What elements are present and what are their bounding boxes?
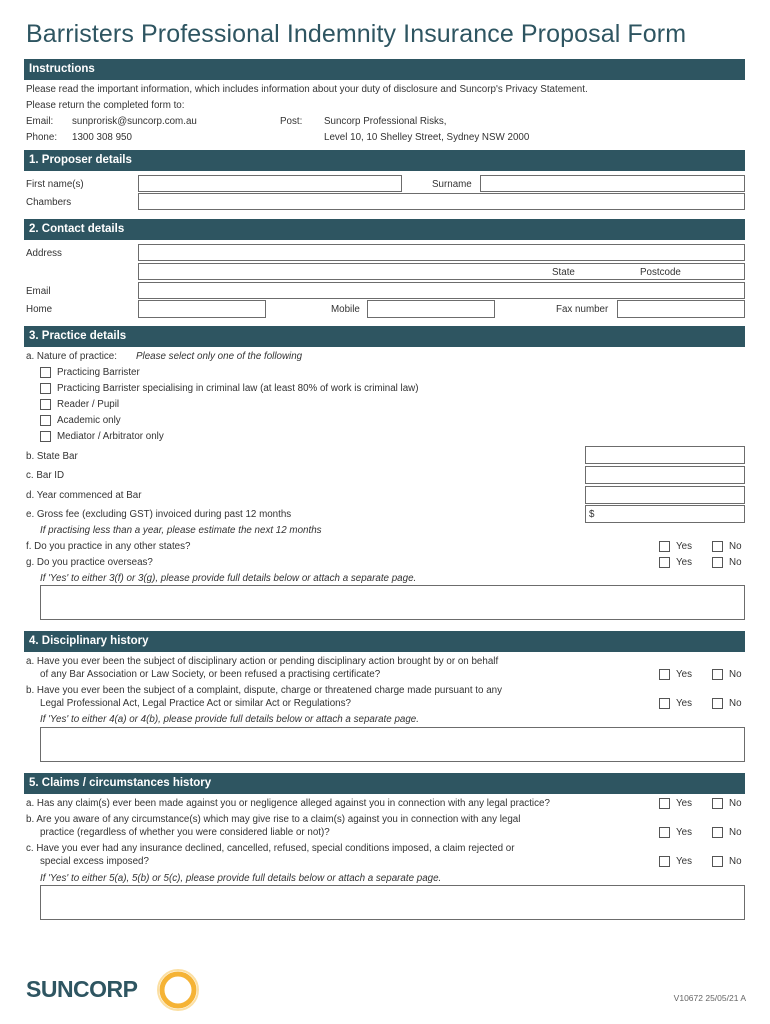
claims-c-line1: c. Have you ever had any insurance declined, cancelled, refused, special conditions imposed, a claim rejected or — [26, 843, 515, 854]
practice-details-textarea[interactable] — [40, 585, 745, 620]
practice-header: 3. Practice details — [24, 326, 745, 347]
first-name-field[interactable] — [138, 175, 402, 192]
option-checkbox-practicing-barrister[interactable] — [40, 367, 51, 378]
disciplinary-b-line1: b. Have you ever been the subject of a complaint, dispute, charge or threatened charge made pursuant to any — [26, 685, 502, 696]
no-label: No — [729, 827, 742, 838]
home-phone-field[interactable] — [138, 300, 266, 318]
post-line2: Level 10, 10 Shelley Street, Sydney NSW 2000 — [324, 132, 530, 143]
state-bar-field[interactable] — [585, 446, 745, 464]
no-label: No — [729, 669, 742, 680]
email-field-label: Email — [26, 286, 51, 297]
yes-label: Yes — [676, 698, 692, 709]
gross-fee-field[interactable] — [585, 505, 745, 523]
state-label: State — [552, 267, 575, 278]
form-version-code: V10672 25/05/21 A — [673, 993, 746, 1003]
email-label: Email: — [26, 116, 54, 127]
surname-label: Surname — [432, 179, 472, 190]
disciplinary-note: If 'Yes' to either 4(a) or 4(b), please provide full details below or attach a separate page. — [40, 714, 419, 725]
phone-value: 1300 308 950 — [72, 132, 132, 143]
claims-c-yes-checkbox[interactable] — [659, 856, 670, 867]
state-bar-label: b. State Bar — [26, 451, 78, 462]
disciplinary-details-textarea[interactable] — [40, 727, 745, 762]
bar-id-label: c. Bar ID — [26, 470, 65, 481]
option-label: Practicing Barrister — [57, 367, 140, 378]
instructions-line2: Please return the completed form to: — [26, 100, 185, 111]
post-label: Post: — [280, 116, 303, 127]
other-states-no-checkbox[interactable] — [712, 541, 723, 552]
gross-fee-note: If practising less than a year, please estimate the next 12 months — [40, 525, 322, 536]
disciplinary-a-no-checkbox[interactable] — [712, 669, 723, 680]
address-label: Address — [26, 248, 62, 259]
fax-field[interactable] — [617, 300, 745, 318]
yes-label: Yes — [676, 541, 692, 552]
suncorp-sun-icon — [156, 968, 200, 1012]
no-label: No — [729, 698, 742, 709]
overseas-yes-checkbox[interactable] — [659, 557, 670, 568]
overseas-question: g. Do you practice overseas? — [26, 557, 153, 568]
yes-label: Yes — [676, 669, 692, 680]
year-commenced-field[interactable] — [585, 486, 745, 504]
address-field-line1[interactable] — [138, 244, 745, 261]
surname-field[interactable] — [480, 175, 745, 192]
disciplinary-a-yes-checkbox[interactable] — [659, 669, 670, 680]
bar-id-field[interactable] — [585, 466, 745, 484]
other-states-question: f. Do you practice in any other states? — [26, 541, 191, 552]
option-label: Mediator / Arbitrator only — [57, 431, 164, 442]
yes-label: Yes — [676, 856, 692, 867]
nature-of-practice-label: a. Nature of practice: — [26, 351, 117, 362]
fax-label: Fax number — [556, 304, 609, 315]
disciplinary-b-line2: Legal Professional Act, Legal Practice Act or similar Act or Regulations? — [40, 698, 351, 709]
no-label: No — [729, 798, 742, 809]
email-value[interactable]: sunprorisk@suncorp.com.au — [72, 116, 197, 127]
no-label: No — [729, 557, 742, 568]
claims-b-line1: b. Are you aware of any circumstance(s) which may give rise to a claim(s) against you in connection with any legal — [26, 814, 521, 825]
phone-label: Phone: — [26, 132, 58, 143]
yes-label: Yes — [676, 798, 692, 809]
option-label: Practicing Barrister specialising in criminal law (at least 80% of work is criminal law) — [57, 383, 419, 394]
no-label: No — [729, 541, 742, 552]
home-label: Home — [26, 304, 53, 315]
disciplinary-a-line2: of any Bar Association or Law Society, or been refused a practising certificate? — [40, 669, 381, 680]
yes-label: Yes — [676, 557, 692, 568]
postcode-label: Postcode — [640, 267, 681, 278]
post-line1: Suncorp Professional Risks, — [324, 116, 447, 127]
dollar-sign: $ — [589, 509, 595, 520]
disciplinary-header: 4. Disciplinary history — [24, 631, 745, 652]
claims-b-no-checkbox[interactable] — [712, 827, 723, 838]
no-label: No — [729, 856, 742, 867]
nature-of-practice-note: Please select only one of the following — [136, 351, 303, 362]
option-checkbox-reader-pupil[interactable] — [40, 399, 51, 410]
claims-c-line2: special excess imposed? — [40, 856, 149, 867]
claims-c-no-checkbox[interactable] — [712, 856, 723, 867]
mobile-field[interactable] — [367, 300, 495, 318]
claims-b-yes-checkbox[interactable] — [659, 827, 670, 838]
disciplinary-b-no-checkbox[interactable] — [712, 698, 723, 709]
first-name-label: First name(s) — [26, 179, 84, 190]
claims-note: If 'Yes' to either 5(a), 5(b) or 5(c), please provide full details below or attach a separate page. — [40, 873, 442, 884]
year-commenced-label: d. Year commenced at Bar — [26, 490, 142, 501]
gross-fee-label: e. Gross fee (excluding GST) invoiced during past 12 months — [26, 509, 292, 520]
disciplinary-b-yes-checkbox[interactable] — [659, 698, 670, 709]
disciplinary-a-line1: a. Have you ever been the subject of disciplinary action or pending disciplinary action brought by or on behalf — [26, 656, 499, 667]
chambers-field[interactable] — [138, 193, 745, 210]
suncorp-logo-text: SUNCORP — [26, 976, 138, 1002]
claims-details-textarea[interactable] — [40, 885, 745, 920]
instructions-line1: Please read the important information, which includes information about your duty of disclosure and Suncorp's Privacy Statement. — [26, 84, 588, 95]
option-label: Academic only — [57, 415, 121, 426]
yes-label: Yes — [676, 827, 692, 838]
option-checkbox-mediator[interactable] — [40, 431, 51, 442]
claims-a-question: a. Has any claim(s) ever been made against you or negligence alleged against you in connection with any legal practice? — [26, 798, 550, 809]
proposer-header: 1. Proposer details — [24, 150, 745, 171]
email-field[interactable] — [138, 282, 745, 299]
instructions-header: Instructions — [24, 59, 745, 80]
option-checkbox-academic[interactable] — [40, 415, 51, 426]
page-title: Barristers Professional Indemnity Insurance Proposal Form — [26, 20, 687, 48]
mobile-label: Mobile — [331, 304, 360, 315]
other-states-yes-checkbox[interactable] — [659, 541, 670, 552]
overseas-no-checkbox[interactable] — [712, 557, 723, 568]
claims-a-no-checkbox[interactable] — [712, 798, 723, 809]
option-label: Reader / Pupil — [57, 399, 120, 410]
chambers-label: Chambers — [26, 197, 72, 208]
contact-header: 2. Contact details — [24, 219, 745, 240]
claims-a-yes-checkbox[interactable] — [659, 798, 670, 809]
claims-b-line2: practice (regardless of whether you were considered liable or not)? — [40, 827, 330, 838]
practice-details-note: If 'Yes' to either 3(f) or 3(g), please provide full details below or attach a separate page. — [40, 573, 417, 584]
option-checkbox-criminal-law[interactable] — [40, 383, 51, 394]
claims-header: 5. Claims / circumstances history — [24, 773, 745, 794]
